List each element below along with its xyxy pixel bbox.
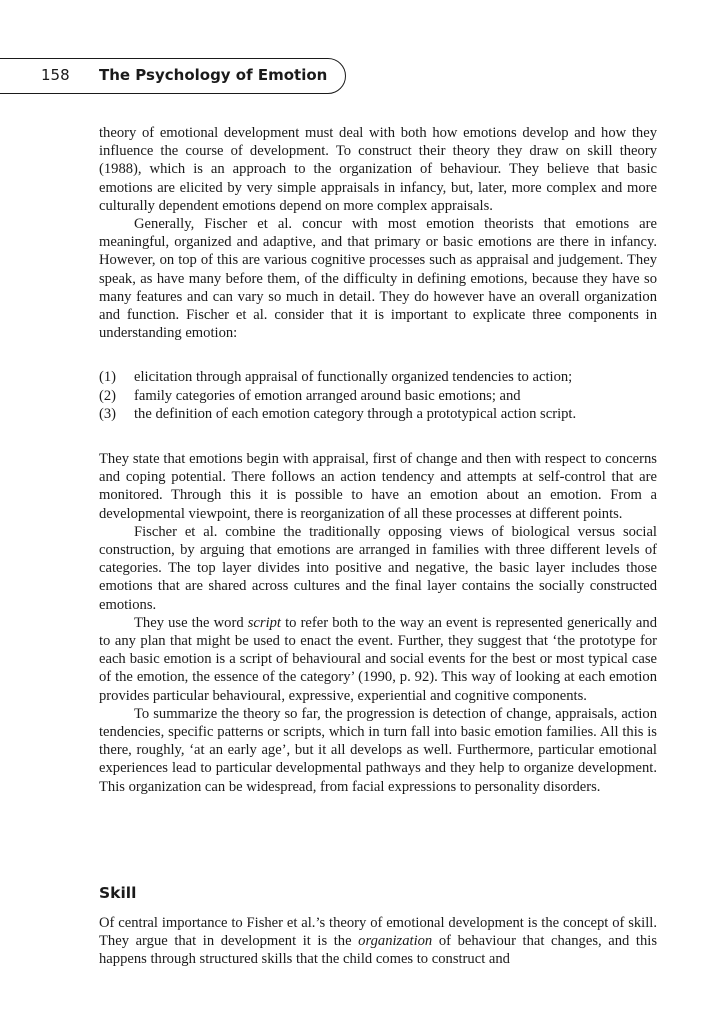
text-block-skill [99,914,657,969]
text-block-main [99,450,657,796]
text-run: Of central importance to Fisher et al.’s theory of emotional development is the concept of skill. They argue that in development it is the [99,915,657,950]
paragraph: Fischer et al. combine the traditionally opposing views of biological versus social construction, by arguing that emotions are arranged in families with three different levels of categories. The top layer divides into positive and negative, the basic layer includes those emotions that are shared across cultures and the final layer contains the socially constructed emotions. [99,523,657,613]
list-item-text: family categories of emotion arranged around basic emotions; and [134,387,521,404]
list-item-text: elicitation through appraisal of functionally organized tendencies to action; [134,369,573,385]
numbered-list [99,368,657,424]
list-item-number: (3) [99,406,117,423]
list-item [99,368,657,387]
text-run: to refer both to the way an event is represented generically and to any plan that might be used to enact the event. Further, they suggest that ‘the prototype for each basic emotion is a script of behavioural and social events for the best or most typical case of the emotion, the essence of the category’ (1990, p. 92). This way of looking at each emotion provides particular behavioural, expressive, experiential and cognitive components. [99,614,657,704]
list-item [99,405,657,424]
paragraph: Generally, Fischer et al. concur with most emotion theorists that emotions are meaningful, organized and adaptive, and that primary or basic emotions are there in infancy. However, on top of this are various cognitive processes such as appraisal and judgement. They speak, as have many before them, of the difficulty in defining emotions, because they have so many features and can vary so much in detail. They do however have an overall organization and function. Fischer et al. consider that it is important to explicate three components in understanding emotion: [99,216,657,342]
paragraph: They state that emotions begin with appraisal, first of change and then with respect to concerns and coping potential. There follows an action tendency and attempts at self-control that are monitored. Through this it is possible to have an emotion about an emotion. From a developmental viewpoint, there is reorganization of all these processes at different points. [99,451,657,522]
section-heading: Skill [99,884,137,902]
list-item-number: (1) [99,369,117,385]
page-number: 158 [41,66,70,84]
running-head [0,58,716,94]
paragraph: To summarize the theory so far, the progression is detection of change, appraisals, action tendencies, specific patterns or scripts, which in turn fall into basic emotion families. All this is there, roughly, ‘at an early age’, but it all develops as well. Furthermore, particular emotional experiences lead to particular developmental pathways and they help to organize development. This organization can be widespread, from facial expressions to personality disorders. [99,705,657,795]
paragraph [99,614,657,705]
paragraph [99,914,657,969]
paragraph: theory of emotional development must deal with both how emotions develop and how they influence the course of development. To construct their theory they draw on skill theory (1988), which is an approach to the organization of behaviour. They believe that basic emotions are elicited by very simple appraisals in infancy, but, later, more complex and more culturally dependent emotions depend on more complex appraisals. [99,125,657,214]
text-run: of behaviour that changes, and this happens through structured skills that the child comes to construct and [99,933,657,968]
italic-term: organization [358,933,433,950]
list-item-number: (2) [99,387,117,404]
text-block-intro [99,124,657,342]
italic-term: script [247,614,281,631]
text-run: They use the word [134,614,248,631]
book-title: The Psychology of Emotion [99,66,328,84]
list-item-text: the definition of each emotion category through a prototypical action script. [134,406,577,423]
list-item [99,387,657,406]
